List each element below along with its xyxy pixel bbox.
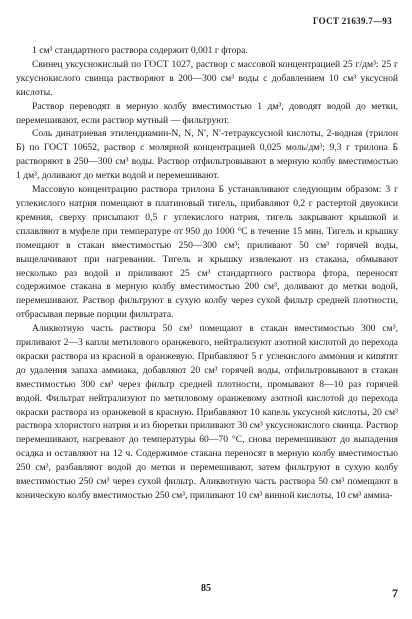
page-number: 85: [201, 583, 211, 594]
document-body: [16, 44, 398, 503]
paragraph-concentration-method: Массовую концентрацию раствора трилона Б устанавливают следующим образом: 3 г углекислого натрия помещают в платиновый тигель, прибавляют 0,2 г растертой двуокиси кремния, сверху присыпают 0,5 г углекислого натрия, тигель закрывают крышкой и сплавляют в муфеле при температуре от 950 до 1000 °С в течение 15 мин. Тигель и крышку помещают в стакан вместимостью 250—300 см³; приливают 50 см³ горячей воды, выщелачивают при нагревании. Тигель и крышку извлекают из стакана, обмывают несколько раз водой и приливают 25 см³ стандартного раствора фтора, переносят содержимое стакана в мерную колбу вместимостью 200 см³, доливают до метки водой, перемешивают. Раствор фильтруют в сухую колбу через сухой фильтр средней плотности, отбрасывая первые порции фильтрата.: [16, 184, 398, 321]
paragraph-standard-solution: 1 см³ стандартного раствора содержит 0,001 г фтора.: [32, 45, 248, 56]
paragraph-aliquot-procedure: Аликвотную часть раствора 50 см³ помещают в стакан вместимостью 300 см³, приливают 2—3 капли метилового оранжевого, нейтрализуют азотной кислотой до перехода окраски раствора из красной в оранжевую. Прибавляют 5 г углекислого аммония и кипятят до удаления запаха аммиака, добавляют 20 см³ горячей воды, отфильтровывают в стакан вместимостью 300 см³ через фильтр средней плотности, промывают 8—10 раз горячей водой. Фильтрат нейтрализуют по метиловому оранжевому азотной кислотой до перехода окраски раствора из оранжевой в красную. Прибавляют 10 капель уксусной кислоты, 20 см³ раствора хлористого натрия и из бюретки приливают 30 см³ уксуснокислого свинца. Раствор перемешивают, нагревают до температуры 60—70 °С, снова перемешивают до выпадения осадка и оставляют на 12 ч. Содержимое стакана переносят в мерную колбу вместимостью 250 см³, разбавляют водой до метки и перемешивают, затем фильтруют в сухую колбу вместимостью 250 см³ через сухой фильтр. Аликвотную часть раствора 50 см³ помещают в коническую колбу вместимостью 250 см³, приливают 10 см³ винной кислоты, 10 см³ аммиа-: [16, 323, 398, 501]
paragraph-trilon-b: Соль динатриевая этилендиамин-N, N, N′, N′-тетрауксусной кислоты, 2-водная (трилон Б) по ГОСТ 10652, раствор с молярной концентрацией 0,025 моль/дм³; 9,3 г трилона Б растворяют в 250—300 см³ воды. Раствор отфильтровывают в мерную колбу вместимостью 1 дм³, доливают до метки водой и перемешивают.: [16, 128, 398, 182]
paragraph-solution-transfer: Раствор переводят в мерную колбу вместимостью 1 дм³, доводят водой до метки, перемешивают, если раствор мутный — фильтруют.: [16, 100, 398, 126]
paragraph-lead-acetate: Свинец уксуснокислый по ГОСТ 1027, раствор с массовой концентрацией 25 г/дм³: 25 г уксуснокислого свинца растворяют в 200—300 см³ воды с добавлением 10 см³ уксусной кислоты.: [16, 58, 398, 98]
sheet-number: 7: [392, 586, 398, 600]
document-standard-header: ГОСТ 21639.7—93: [312, 16, 392, 26]
